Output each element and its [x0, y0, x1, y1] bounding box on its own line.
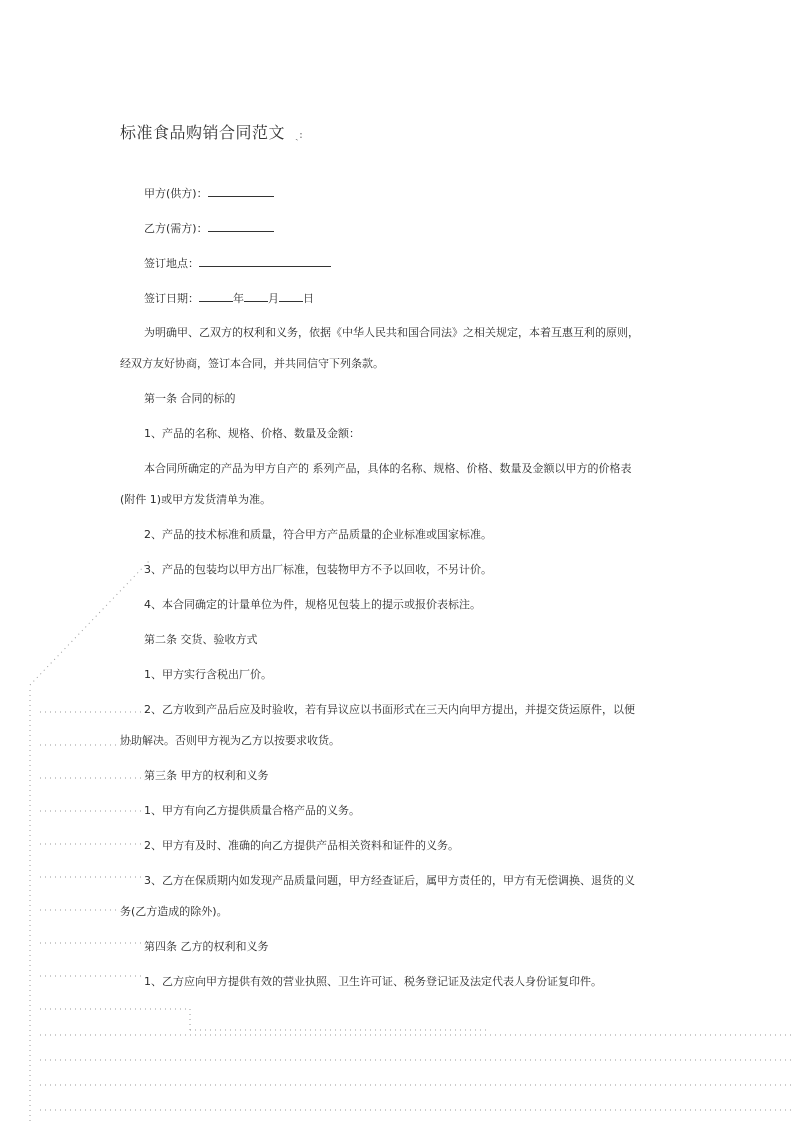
party-b-blank	[208, 220, 274, 232]
date-day-blank	[279, 290, 303, 302]
date-month-label: 月	[268, 292, 279, 305]
date-label: 签订日期：	[144, 292, 199, 305]
party-a-field	[144, 185, 274, 202]
article-3-item-2: 2、甲方有及时、准确的向乙方提供产品相关资料和证件的义务。	[144, 839, 459, 852]
date-day-label: 日	[303, 292, 314, 305]
article-1-item-1: 1、产品的名称、规格、价格、数量及金额：	[144, 427, 360, 440]
date-month-blank	[244, 290, 268, 302]
location-field	[144, 255, 331, 272]
party-a-blank	[208, 185, 274, 197]
location-label: 签订地点：	[144, 257, 199, 270]
preamble-line-1: 为明确甲、乙双方的权利和义务，依据《中华人民共和国合同法》之相关规定，本着互惠互利的原则，	[144, 326, 639, 339]
date-year-label: 年	[233, 292, 244, 305]
party-a-label: 甲方(供方)：	[144, 187, 208, 200]
date-year-blank	[199, 290, 233, 302]
article-3-item-1: 1、甲方有向乙方提供质量合格产品的义务。	[144, 804, 360, 817]
title-mark: ˎ:	[295, 128, 304, 141]
article-3-heading: 第三条 甲方的权利和义务	[144, 769, 269, 782]
document-title	[120, 120, 303, 143]
article-1-body-line-1: 本合同所确定的产品为甲方自产的 系列产品，具体的名称、规格、价格、数量及金额以甲方的价格表	[144, 462, 632, 475]
article-4-heading: 第四条 乙方的权利和义务	[144, 940, 269, 953]
party-b-field	[144, 220, 274, 237]
article-1-heading: 第一条 合同的标的	[144, 392, 236, 405]
article-3-item-3-line-2: 务(乙方造成的除外)。	[120, 905, 228, 918]
article-2-heading: 第二条 交货、验收方式	[144, 633, 258, 646]
party-b-label: 乙方(需方)：	[144, 222, 208, 235]
dotted-diagonal	[30, 560, 150, 685]
article-1-item-2: 2、产品的技术标准和质量，符合甲方产品质量的企业标准或国家标准。	[144, 528, 492, 541]
location-blank	[199, 255, 331, 267]
document-title-text: 标准食品购销合同范文	[120, 123, 286, 142]
article-2-item-1: 1、甲方实行含税出厂价。	[144, 668, 272, 681]
date-field	[144, 290, 314, 307]
article-2-item-2-line-2: 协助解决。否则甲方视为乙方以按要求收货。	[120, 734, 340, 747]
article-1-item-3: 3、产品的包装均以甲方出厂标准，包装物甲方不予以回收，不另计价。	[144, 563, 492, 576]
article-1-body-line-2: (附件 1)或甲方发货清单为准。	[120, 493, 272, 506]
article-2-item-2-line-1: 2、乙方收到产品后应及时验收，若有异议应以书面形式在三天内向甲方提出，并提交货运原件，以便	[144, 703, 635, 716]
preamble-line-2: 经双方友好协商，签订本合同，并共同信守下列条款。	[120, 357, 384, 370]
article-1-item-4: 4、本合同确定的计量单位为件，规格见包装上的提示或报价表标注。	[144, 598, 481, 611]
article-3-item-3-line-1: 3、乙方在保质期内如发现产品质量问题，甲方经查证后，属甲方责任的，甲方有无偿调换、退货的义	[144, 874, 635, 887]
article-4-item-1: 1、乙方应向甲方提供有效的营业执照、卫生许可证、税务登记证及法定代表人身份证复印件。	[144, 975, 602, 988]
